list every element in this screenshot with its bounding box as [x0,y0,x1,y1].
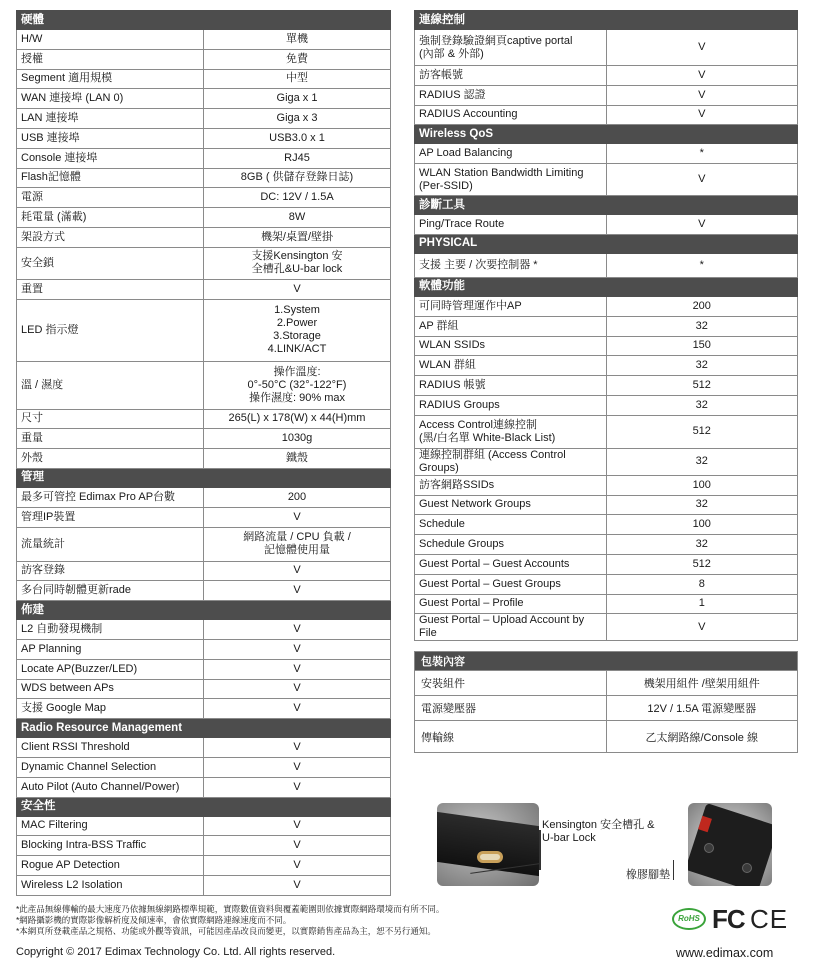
spec-row [17,659,391,679]
spec-row [17,507,391,527]
spec-row [17,409,391,429]
kensington-lock-photo [437,803,539,886]
spec-row [17,487,391,507]
spec-value: 100 [606,475,798,495]
package-section-title: 包裝內容 [415,652,798,671]
package-value: 機架用組件 /壁架用組件 [606,671,798,696]
spec-value: 免費 [204,49,391,69]
spec-value: V [204,279,391,299]
spec-value: V [204,856,391,876]
package-label: 安裝組件 [415,671,607,696]
spec-label: AP Planning [17,639,204,659]
spec-value: Giga x 1 [204,89,391,109]
spec-label: WAN 連接埠 (LAN 0) [17,89,204,109]
spec-value: V [204,659,391,679]
spec-label: 尺寸 [17,409,204,429]
spec-row [415,105,798,125]
spec-label: RADIUS Accounting [415,105,607,125]
spec-label: 訪客帳號 [415,66,607,86]
spec-label: Wireless L2 Isolation [17,875,204,895]
spec-row [17,429,391,449]
footnote: *網路攝影機的實際影像解析度及傾速率，會依實際網路連線速度而不同。 [16,915,292,925]
spec-value: * [606,253,798,277]
rubber-foot-image [742,863,752,873]
spec-label: AP 群組 [415,316,607,336]
spec-row [415,395,798,415]
spec-label: Console 連接埠 [17,148,204,168]
spec-value: V [204,639,391,659]
spec-label: 外殼 [17,449,204,469]
spec-row [17,856,391,876]
spec-row [415,415,798,448]
spec-label: 支援 主要 / 次要控制器 * [415,253,607,277]
device-body-image [437,812,539,876]
spec-row [415,85,798,105]
spec-value: 網路流量 / CPU 負載 / 記憶體使用量 [204,527,391,561]
section-title: 軟體功能 [415,277,798,296]
section-header [415,234,798,253]
package-value: 12V / 1.5A 電源變壓器 [606,696,798,721]
spec-value: 200 [204,487,391,507]
copyright-text: Copyright © 2017 Edimax Technology Co. Ltd. All rights reserved. [16,946,336,958]
spec-label: 耗電量 (滿載) [17,208,204,228]
spec-value: * [606,144,798,164]
spec-label: Auto Pilot (Auto Channel/Power) [17,777,204,797]
spec-label: RADIUS 認證 [415,85,607,105]
spec-value: 512 [606,554,798,574]
spec-value: 200 [606,296,798,316]
spec-row [415,164,798,196]
section-title: 安全性 [17,797,391,816]
callout-line [673,860,674,880]
spec-row [17,777,391,797]
spec-value: 1 [606,594,798,614]
spec-label: L2 自動發現機制 [17,620,204,640]
spec-row [415,215,798,235]
certification-badges [672,904,789,936]
rubber-foot-image [704,843,714,853]
spec-row [415,356,798,376]
spec-value: 支援Kensington 安 全槽孔&U-bar lock [204,247,391,279]
spec-label: Schedule [415,515,607,535]
spec-value: Giga x 3 [204,109,391,129]
spec-value: 100 [606,515,798,535]
spec-label: 架設方式 [17,227,204,247]
right-spec-table [414,10,798,641]
spec-row [415,614,798,641]
footnote: *本網頁所登載產品之規格、功能或外觀等資訊，可能因產品改良而變更，以實際銷售產品為主，恕不另行通知。 [16,926,436,936]
spec-row [17,836,391,856]
spec-row [17,247,391,279]
spec-label: 連線控制群組 (Access Control Groups) [415,448,607,475]
spec-label: 授權 [17,49,204,69]
spec-label: 電源 [17,188,204,208]
spec-row [17,109,391,129]
section-header [415,277,798,296]
spec-label: WDS between APs [17,679,204,699]
spec-value: 8GB ( 供儲存登錄日誌) [204,168,391,188]
spec-value: V [204,738,391,758]
spec-value: V [204,699,391,719]
spec-row [415,448,798,475]
spec-label: 可同時管理運作中AP [415,296,607,316]
spec-row [415,376,798,396]
spec-value: V [204,777,391,797]
spec-row [17,168,391,188]
spec-value: V [204,679,391,699]
spec-value: 1030g [204,429,391,449]
section-header [17,468,391,487]
spec-row [17,561,391,581]
spec-row [415,144,798,164]
spec-label: Client RSSI Threshold [17,738,204,758]
spec-row [17,875,391,895]
fc-icon: FC [712,904,745,934]
section-title: Radio Resource Management [17,719,391,738]
spec-row [415,574,798,594]
spec-value: 512 [606,415,798,448]
spec-label: LAN 連接埠 [17,109,204,129]
spec-label: RADIUS 帳號 [415,376,607,396]
spec-label: Schedule Groups [415,535,607,555]
spec-row [17,148,391,168]
spec-row [17,299,391,361]
spec-value: 機架/桌置/壁掛 [204,227,391,247]
spec-value: V [606,85,798,105]
section-header [17,797,391,816]
rubber-feet-callout: 橡膠腳墊 [626,869,670,881]
spec-value: 32 [606,395,798,415]
spec-label: 最多可管控 Edimax Pro AP台數 [17,487,204,507]
spec-value: 操作溫度: 0°-50°C (32°-122°F) 操作濕度: 90% max [204,361,391,409]
spec-value: V [606,105,798,125]
spec-row [415,316,798,336]
spec-row [415,594,798,614]
spec-label: Guest Portal – Upload Account by File [415,614,607,641]
spec-label: 訪客登錄 [17,561,204,581]
spec-row [17,49,391,69]
spec-row [17,449,391,469]
spec-label: 訪客網路SSIDs [415,475,607,495]
spec-label: Access Control連線控制 (黑/白名單 White-Black List) [415,415,607,448]
spec-label: WLAN 群組 [415,356,607,376]
spec-label: Guest Network Groups [415,495,607,515]
spec-row [415,475,798,495]
spec-label: Blocking Intra-BSS Traffic [17,836,204,856]
spec-value: 32 [606,495,798,515]
spec-value: V [204,875,391,895]
spec-value: V [204,581,391,601]
spec-row [17,757,391,777]
package-label: 傳輸線 [415,721,607,753]
spec-label: Guest Portal – Guest Accounts [415,554,607,574]
spec-value: 鐵殼 [204,449,391,469]
spec-label: USB 連接埠 [17,128,204,148]
spec-row [17,30,391,50]
spec-label: Guest Portal – Guest Groups [415,574,607,594]
spec-row [17,679,391,699]
spec-row [17,69,391,89]
spec-label: LED 指示燈 [17,299,204,361]
spec-row [415,336,798,356]
spec-row [17,699,391,719]
spec-row [17,89,391,109]
spec-value: V [606,66,798,86]
package-contents-table [414,651,798,753]
spec-row [415,554,798,574]
right-spec-column [414,10,798,753]
spec-row [17,738,391,758]
spec-value: 265(L) x 178(W) x 44(H)mm [204,409,391,429]
spec-label: Guest Portal – Profile [415,594,607,614]
spec-value: USB3.0 x 1 [204,128,391,148]
spec-value: 150 [606,336,798,356]
spec-row [415,495,798,515]
spec-row [17,128,391,148]
spec-label: MAC Filtering [17,816,204,836]
package-value: 乙太網路線/Console 線 [606,721,798,753]
device-bottom-image [688,803,772,886]
spec-label: 流量統計 [17,527,204,561]
section-title: 管理 [17,468,391,487]
spec-value: 8 [606,574,798,594]
spec-value: 32 [606,316,798,336]
spec-value: 32 [606,448,798,475]
spec-row [17,361,391,409]
spec-row [17,639,391,659]
section-header [17,601,391,620]
section-header [415,11,798,30]
spec-row [415,515,798,535]
section-title: 連線控制 [415,11,798,30]
spec-row [17,279,391,299]
spec-row [17,208,391,228]
spec-value: 中型 [204,69,391,89]
rohs-icon: RoHS [672,908,706,930]
section-header [17,11,391,30]
spec-value: V [204,561,391,581]
spec-value: V [204,507,391,527]
left-spec-column [16,10,391,896]
spec-value: V [606,614,798,641]
section-header [415,125,798,144]
spec-label: Ping/Trace Route [415,215,607,235]
section-header [415,196,798,215]
spec-value: RJ45 [204,148,391,168]
website-link[interactable]: www.edimax.com [676,946,774,960]
spec-value: V [606,215,798,235]
spec-label: WLAN SSIDs [415,336,607,356]
spec-row [415,30,798,66]
rubber-feet-photo [688,803,772,886]
spec-row [17,527,391,561]
spec-label: 支援 Google Map [17,699,204,719]
spec-value: V [204,816,391,836]
spec-row [17,227,391,247]
spec-label: 管理IP裝置 [17,507,204,527]
section-title: PHYSICAL [415,234,798,253]
spec-label: AP Load Balancing [415,144,607,164]
spec-label: Rogue AP Detection [17,856,204,876]
spec-label: 多台同時韌體更新rade [17,581,204,601]
kensington-callout: Kensington 安全槽孔 & U-bar Lock [542,819,655,844]
section-title: Wireless QoS [415,125,798,144]
package-label: 電源變壓器 [415,696,607,721]
spec-label: Dynamic Channel Selection [17,757,204,777]
spec-row [415,296,798,316]
section-title: 硬體 [17,11,391,30]
spec-value: V [606,164,798,196]
spec-row [415,535,798,555]
footnote: *此產品無線傳輸的最大速度乃依據無線網路標準規範，實際數值資料與覆蓋範圍則依據實際網路環境而有所不同。 [16,904,445,914]
spec-value: V [204,620,391,640]
spec-label: Segment 適用規模 [17,69,204,89]
spec-row [415,66,798,86]
spec-value: 8W [204,208,391,228]
spec-label: WLAN Station Bandwidth Limiting (Per-SSID) [415,164,607,196]
section-header [17,719,391,738]
ubar-lock-image [477,851,503,863]
spec-value: V [606,30,798,66]
spec-row [415,253,798,277]
spec-label: 溫 / 濕度 [17,361,204,409]
footnotes [16,904,444,937]
left-spec-table [16,10,391,896]
spec-label: 重量 [17,429,204,449]
spec-value: 32 [606,356,798,376]
spec-value: V [204,757,391,777]
section-title: 佈建 [17,601,391,620]
spec-value: 512 [606,376,798,396]
spec-label: RADIUS Groups [415,395,607,415]
spec-value: 32 [606,535,798,555]
spec-label: Locate AP(Buzzer/LED) [17,659,204,679]
spec-value: 1.System 2.Power 3.Storage 4.LINK/ACT [204,299,391,361]
spec-label: 強制登錄驗證網頁captive portal (內部 & 外部) [415,30,607,66]
spec-label: 重置 [17,279,204,299]
ce-icon: CE [750,904,789,934]
spec-row [17,581,391,601]
section-title: 診斷工具 [415,196,798,215]
spec-row [17,188,391,208]
spec-row [17,620,391,640]
spec-value: DC: 12V / 1.5A [204,188,391,208]
spec-label: Flash記憶體 [17,168,204,188]
spec-value: 單機 [204,30,391,50]
spec-value: V [204,836,391,856]
spec-label: 安全鎖 [17,247,204,279]
spec-label: H/W [17,30,204,50]
spec-row [17,816,391,836]
